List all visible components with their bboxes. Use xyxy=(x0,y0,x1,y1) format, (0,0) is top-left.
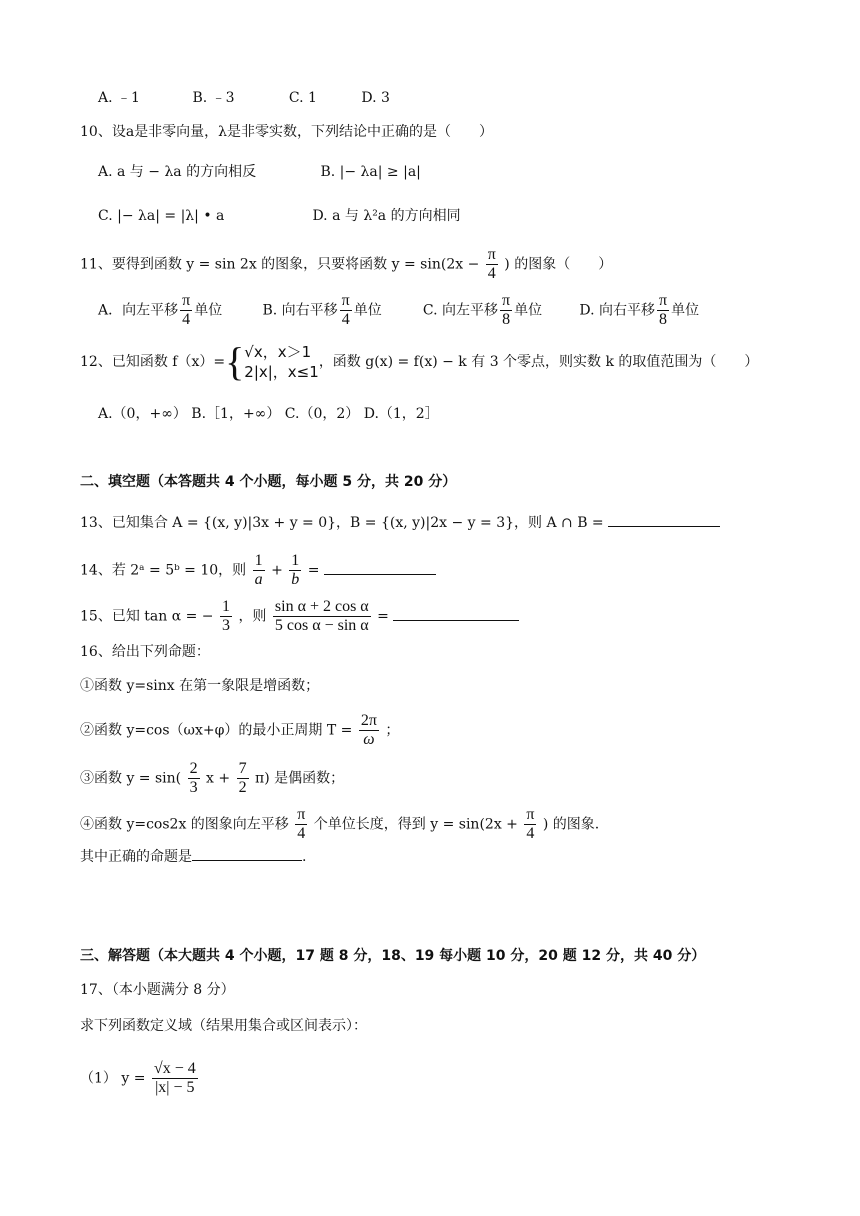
q10-option-b: B. |− λa| ≥ |a| xyxy=(320,164,421,180)
fraction-numerator: 2π xyxy=(360,712,377,729)
q16-conclusion xyxy=(80,844,306,867)
q14-pre: 14、若 2ᵃ = 5ᵇ = 10，则 xyxy=(80,562,247,579)
piecewise-brace: { xyxy=(225,339,245,384)
fraction-numerator: 2 xyxy=(189,760,198,777)
q12-post: ，函数 g(x) = f(x) − k 有 3 个零点，则实数 k 的取值范围为（ ） xyxy=(318,354,759,370)
q10-stem: 10、设a是非零向量，λ是非零实数，下列结论中正确的是（ ） xyxy=(80,124,494,140)
fraction-denominator: a xyxy=(254,571,263,588)
q9-option-d: D. 3 xyxy=(361,90,390,106)
q15-tan-frac xyxy=(220,598,232,635)
fraction-numerator: π xyxy=(502,292,511,309)
q11-option-d-pre: D. 向右平移 xyxy=(579,302,655,319)
fraction-numerator: π xyxy=(659,292,668,309)
fraction-denominator: 4 xyxy=(182,311,191,328)
q15-equals: = xyxy=(377,608,389,625)
section-2-heading: 二、填空题（本答题共 4 个小题，每小题 5 分，共 20 分） xyxy=(80,474,457,490)
q9-option-b: B. ﹣3 xyxy=(192,90,235,106)
fraction-numerator: 1 xyxy=(291,552,300,569)
q11-option-c-post: 单位 xyxy=(514,302,543,319)
q17-stem: 17、（本小题满分 8 分） xyxy=(80,982,235,998)
q15 xyxy=(80,598,519,635)
fraction-numerator: π xyxy=(341,292,350,309)
q11-option-d-frac xyxy=(657,292,669,329)
q16-answer-blank[interactable] xyxy=(192,844,302,861)
q10-options-row2 xyxy=(98,206,461,226)
q11-option-b-frac xyxy=(340,292,352,329)
q11-option-c-frac xyxy=(500,292,512,329)
fraction-denominator: 2 xyxy=(238,779,247,796)
fraction-denominator: 4 xyxy=(297,825,306,842)
q13-answer-blank[interactable] xyxy=(608,510,720,527)
q10-options-row1 xyxy=(98,162,421,182)
q11-option-c-pre: C. 向左平移 xyxy=(422,302,499,319)
q16-prop-2 xyxy=(80,712,399,749)
fraction-denominator: 8 xyxy=(659,311,668,328)
q16-period: . xyxy=(302,849,307,865)
q12-pre: 12、已知函数 f（x）= xyxy=(80,354,226,370)
q9-option-a: A. ﹣1 xyxy=(98,90,140,106)
q16-prop-4-frac-1 xyxy=(295,806,307,843)
q14-answer-blank[interactable] xyxy=(324,558,436,575)
q11-stem-fraction xyxy=(486,246,498,283)
fraction-denominator: 4 xyxy=(341,311,350,328)
q14-frac-2 xyxy=(289,552,301,589)
q11-option-b-pre: B. 向右平移 xyxy=(262,302,338,319)
fraction-numerator: π xyxy=(182,292,191,309)
q12-piece-1: √x，x＞1 xyxy=(244,343,312,361)
fraction-denominator: 8 xyxy=(502,311,511,328)
q11-option-b xyxy=(262,292,418,329)
fraction-denominator: ω xyxy=(363,731,375,748)
q9-option-c: C. 1 xyxy=(288,90,317,106)
q16-prop-2-post: ； xyxy=(385,722,400,739)
q16-prop-4-pre: ④函数 y=cos2x 的图象向左平移 xyxy=(80,816,289,833)
fraction-numerator: sin α + 2 cos α xyxy=(274,598,369,615)
q11-options xyxy=(98,292,699,329)
q16-prop-4-frac-2 xyxy=(524,806,536,843)
q9-options xyxy=(98,88,390,108)
q12-piecewise xyxy=(244,342,319,382)
q11-option-b-post: 单位 xyxy=(353,302,382,319)
fraction-numerator: 1 xyxy=(221,598,230,615)
fraction-numerator: 7 xyxy=(238,760,247,777)
q11-option-d-post: 单位 xyxy=(671,302,700,319)
q16-prop-4-post: ) 的图象. xyxy=(542,816,600,833)
q11-option-c xyxy=(423,292,575,329)
fraction-denominator: 5 cos α − sin α xyxy=(274,617,369,634)
fraction-numerator: π xyxy=(487,246,496,263)
q16-prop-4 xyxy=(80,806,599,843)
q17-part-1-frac xyxy=(152,1060,198,1097)
q11-stem xyxy=(80,246,612,283)
q14-equals: = xyxy=(307,562,320,579)
q17-part-1 xyxy=(80,1060,200,1097)
q16-prop-1: ①函数 y=sinx 在第一象限是增函数； xyxy=(80,678,320,694)
q10-option-c: C. |− λa| = |λ| • a xyxy=(98,208,225,224)
q16-prop-3-post: π) 是偶函数； xyxy=(255,770,345,787)
q16-conclusion-text: 其中正确的命题是 xyxy=(80,849,192,865)
q14 xyxy=(80,552,436,589)
q10-option-a: A. a 与 − λa 的方向相反 xyxy=(98,164,257,180)
q12-stem xyxy=(80,339,759,384)
q16-prop-3-pre: ③函数 y = sin( xyxy=(80,770,182,787)
q17-part-1-pre: （1） y = xyxy=(80,1070,146,1087)
q16-prop-3-mid: x + xyxy=(206,770,231,787)
q16-period-frac xyxy=(359,712,379,749)
q15-expr-frac xyxy=(273,598,371,635)
q16-prop-4-mid: 个单位长度，得到 y = sin(2x + xyxy=(313,816,518,833)
q15-mid: ，则 xyxy=(238,608,267,625)
q13-text: 13、已知集合 A = {(x, y)|3x + y = 0}，B = {(x, y)|2x − y = 3}，则 A ∩ B = xyxy=(80,515,604,531)
q16-prop-3 xyxy=(80,760,344,797)
q16-prop-3-frac-2 xyxy=(237,760,249,797)
fraction-numerator: 1 xyxy=(254,552,263,569)
q13 xyxy=(80,510,720,533)
q16-stem: 16、给出下列命题： xyxy=(80,644,210,660)
section-3-heading: 三、解答题（本大题共 4 个小题，17 题 8 分，18、19 每小题 10 分，20 题 12 分，共 40 分） xyxy=(80,948,706,964)
q12-options: A.（0，+∞） B.［1，+∞） C.（0，2） D.（1，2］ xyxy=(98,406,439,422)
q15-answer-blank[interactable] xyxy=(393,604,519,621)
q11-option-a xyxy=(98,292,258,329)
q14-frac-1 xyxy=(253,552,265,589)
fraction-denominator: |x| − 5 xyxy=(155,1079,195,1096)
q16-prop-2-pre: ②函数 y=cos（ωx+φ）的最小正周期 T = xyxy=(80,722,353,739)
fraction-denominator: 4 xyxy=(487,265,496,282)
q17-task: 求下列函数定义域（结果用集合或区间表示）： xyxy=(80,1018,367,1034)
q11-option-a-pre: A．向左平移 xyxy=(98,302,179,319)
fraction-denominator: 4 xyxy=(526,825,535,842)
q11-option-d xyxy=(579,292,699,329)
q11-option-a-post: 单位 xyxy=(194,302,223,319)
q14-plus: + xyxy=(271,562,283,579)
fraction-denominator: 3 xyxy=(189,779,198,796)
q16-prop-3-frac-1 xyxy=(188,760,200,797)
q10-option-d: D. a 与 λ²a 的方向相同 xyxy=(312,208,461,224)
fraction-numerator: √x − 4 xyxy=(153,1060,196,1077)
q12-piece-2: 2|x|，x≤1 xyxy=(244,363,319,381)
fraction-denominator: b xyxy=(291,571,300,588)
fraction-numerator: π xyxy=(526,806,535,823)
q15-pre: 15、已知 tan α = − xyxy=(80,608,214,625)
q11-option-a-frac xyxy=(180,292,192,329)
q11-stem-pre: 11、要得到函数 y = sin 2x 的图象，只要将函数 y = sin(2x − xyxy=(80,256,480,273)
fraction-denominator: 3 xyxy=(221,617,230,634)
fraction-numerator: π xyxy=(297,806,306,823)
q11-stem-post: ) 的图象（ ） xyxy=(504,256,613,273)
